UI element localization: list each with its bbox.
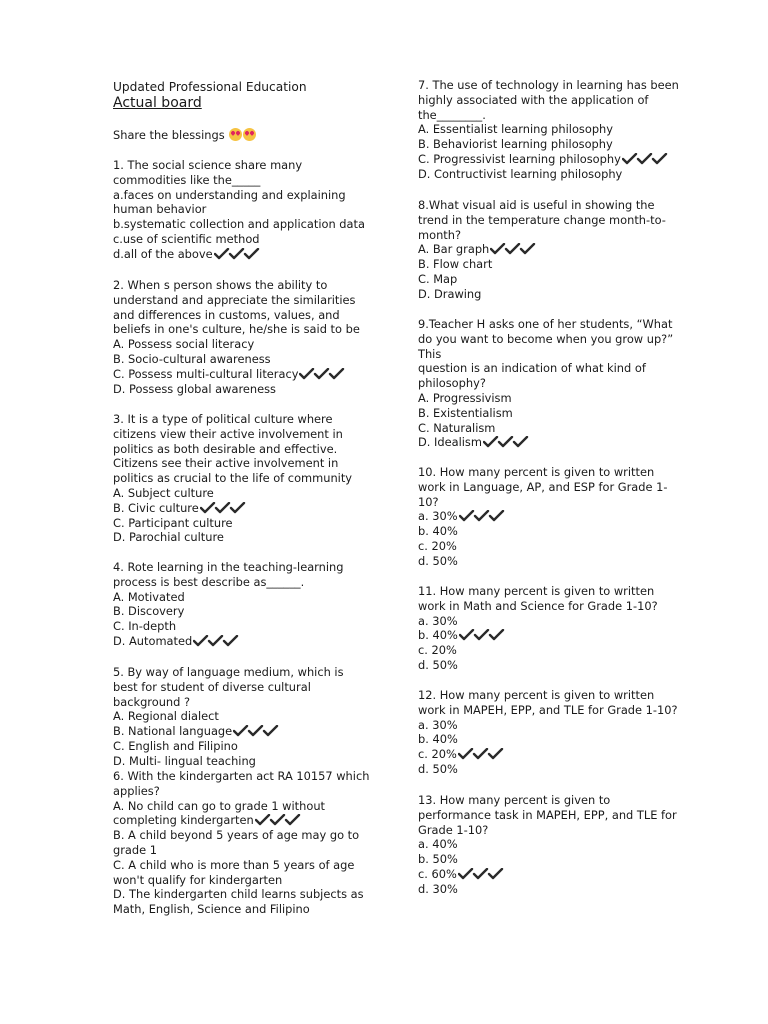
answer-option — [418, 614, 680, 629]
question-stem: 4. Rote learning in the teaching-learning process is best describe as______. — [113, 560, 344, 589]
option-text: b. 40% — [418, 628, 458, 643]
answer-option — [113, 530, 371, 545]
answer-option — [113, 382, 371, 397]
option-text: b. 40% — [418, 732, 458, 747]
answer-option — [113, 337, 371, 352]
answer-option — [418, 509, 680, 524]
option-text: d. 30% — [418, 881, 458, 896]
option-text: A. Motivated — [113, 589, 185, 604]
triple-check-icon — [299, 368, 345, 380]
answer-option — [113, 634, 371, 649]
option-text: c. 60% — [418, 866, 457, 881]
answer-option — [418, 435, 680, 450]
option-text: a. 30% — [418, 717, 458, 732]
option-text: C. A child who is more than 5 years of age won't qualify for kindergarten — [113, 857, 355, 887]
option-text: a.faces on understanding and explaining human behavior — [113, 187, 346, 217]
answer-option — [113, 887, 371, 917]
option-text: D. The kindergarten child learns subjects as Math, English, Science and Filipino — [113, 887, 364, 917]
answer-option — [418, 167, 680, 182]
triple-check-icon — [214, 248, 260, 260]
answer-option — [418, 242, 680, 257]
answer-option — [418, 287, 680, 302]
answer-option — [418, 837, 680, 852]
answer-option — [113, 247, 371, 262]
option-text: D. Parochial culture — [113, 530, 224, 545]
question-stem: 8.What visual aid is useful in showing the trend in the temperature change month-to-month? — [418, 198, 666, 242]
document-title: Updated Professional Education — [113, 80, 307, 94]
answer-option — [113, 604, 371, 619]
answer-option — [418, 122, 680, 137]
answer-option — [113, 724, 371, 739]
option-text: B. Flow chart — [418, 257, 493, 272]
answer-option — [113, 501, 371, 516]
answer-option — [113, 858, 371, 888]
answer-option — [113, 352, 371, 367]
answer-option — [418, 658, 680, 673]
answer-option — [418, 852, 680, 867]
question-stem: 3. It is a type of political culture where citizens view their active involvement in politics as both desirable and effective. Citizens see their active involvement in politics as crucial to the life of community — [113, 412, 353, 486]
question-block — [418, 198, 680, 302]
triple-check-icon — [459, 510, 505, 522]
option-text: c. 20% — [418, 538, 457, 553]
answer-option — [418, 882, 680, 897]
triple-check-icon — [193, 635, 239, 647]
heart-eyes-emoji-icon — [243, 128, 256, 141]
answer-option — [418, 272, 680, 287]
answer-option — [113, 217, 371, 232]
option-text: A. Regional dialect — [113, 709, 219, 724]
answer-option — [113, 188, 371, 218]
answer-option — [113, 799, 371, 829]
answer-option — [418, 257, 680, 272]
question-block — [418, 688, 680, 777]
question-stem: 2. When s person shows the ability to understand and appreciate the similarities and differences in customs, values, and beliefs in one's culture, he/she is said to be — [113, 278, 360, 337]
answer-option — [418, 421, 680, 436]
triple-check-icon — [458, 748, 504, 760]
option-text: a. 30% — [418, 613, 458, 628]
question-stem: 7. The use of technology in learning has been highly associated with the application of the________. — [418, 78, 679, 122]
answer-option — [113, 232, 371, 247]
answer-option — [418, 762, 680, 777]
option-text: b.systematic collection and application data — [113, 217, 365, 232]
answer-option — [113, 486, 371, 501]
answer-option — [418, 643, 680, 658]
question-block — [113, 560, 371, 649]
triple-check-icon — [459, 629, 505, 641]
question-stem: 9.Teacher H asks one of her students, “What do you want to become when you grow up?” This question is an indication of what kind of philosophy? — [418, 317, 674, 391]
option-text: C. Possess multi-cultural literacy — [113, 366, 299, 381]
answer-option — [418, 718, 680, 733]
option-text: D. Automated — [113, 633, 193, 648]
option-text: B. Socio-cultural awareness — [113, 351, 271, 366]
question-stem: 11. How many percent is given to written work in Math and Science for Grade 1-10? — [418, 584, 658, 613]
answer-option — [418, 406, 680, 421]
option-text: a. 30% — [418, 509, 458, 524]
question-block — [418, 78, 680, 182]
answer-option — [418, 554, 680, 569]
answer-option — [418, 152, 680, 167]
option-text: d. 50% — [418, 657, 458, 672]
triple-check-icon — [458, 868, 504, 880]
question-stem: 5. By way of language medium, which is best for student of diverse cultural background ? — [113, 665, 344, 709]
option-text: A. Subject culture — [113, 485, 214, 500]
option-text: B. Civic culture — [113, 500, 199, 515]
answer-option — [113, 828, 371, 858]
question-stem: 10. How many percent is given to written work in Language, AP, and ESP for Grade 1-10? — [418, 465, 668, 509]
option-text: A. Possess social literacy — [113, 337, 255, 352]
option-text: D. Drawing — [418, 286, 482, 301]
answer-option — [113, 516, 371, 531]
option-text: C. English and Filipino — [113, 738, 238, 753]
option-text: D. Multi- lingual teaching — [113, 753, 256, 768]
option-text: A. Bar graph — [418, 242, 490, 257]
option-text: C. Progressivist learning philosophy — [418, 151, 621, 166]
answer-option — [418, 524, 680, 539]
answer-option — [113, 754, 371, 769]
share-text: Share the blessings — [113, 128, 225, 142]
question-block — [418, 465, 680, 569]
question-block — [113, 412, 371, 545]
option-text: B. A child beyond 5 years of age may go to grade 1 — [113, 828, 360, 857]
question-block — [418, 793, 680, 897]
answer-option — [113, 590, 371, 605]
answer-option — [113, 709, 371, 724]
option-text: a. 40% — [418, 837, 458, 852]
answer-option — [418, 539, 680, 554]
triple-check-icon — [490, 243, 536, 255]
option-text: B. Discovery — [113, 604, 185, 619]
answer-option — [113, 619, 371, 634]
question-stem: 1. The social science share many commodities like the_____ — [113, 158, 303, 187]
triple-check-icon — [255, 814, 301, 826]
option-text: A. No child can go to grade 1 without completing kindergarten — [113, 798, 326, 828]
option-text: C. Map — [418, 271, 458, 286]
option-text: C. Naturalism — [418, 420, 496, 435]
triple-check-icon — [233, 725, 279, 737]
share-line — [113, 128, 256, 143]
option-text: A. Progressivism — [418, 390, 512, 405]
option-text: b. 50% — [418, 852, 458, 867]
question-stem: 12. How many percent is given to written work in MAPEH, EPP, and TLE for Grade 1-10? — [418, 688, 678, 717]
option-text: B. National language — [113, 724, 233, 739]
option-text: D. Contructivist learning philosophy — [418, 166, 623, 181]
answer-option — [113, 367, 371, 382]
option-text: c.use of scientific method — [113, 231, 260, 246]
question-block — [113, 158, 371, 262]
triple-check-icon — [200, 502, 246, 514]
answer-option — [418, 867, 680, 882]
option-text: d. 50% — [418, 553, 458, 568]
question-stem: 6. With the kindergarten act RA 10157 which applies? — [113, 769, 370, 798]
question-block — [113, 769, 371, 917]
answer-option — [418, 747, 680, 762]
option-text: c. 20% — [418, 643, 457, 658]
answer-option — [418, 137, 680, 152]
triple-check-icon — [483, 436, 529, 448]
question-block — [113, 665, 371, 769]
option-text: C. Participant culture — [113, 515, 233, 530]
answer-option — [113, 739, 371, 754]
option-text: A. Essentialist learning philosophy — [418, 122, 614, 137]
option-text: B. Existentialism — [418, 405, 513, 420]
document-subtitle: Actual board — [113, 95, 202, 111]
option-text: d.all of the above — [113, 246, 213, 261]
option-text: C. In-depth — [113, 619, 177, 634]
option-text: c. 20% — [418, 747, 457, 762]
answer-option — [418, 732, 680, 747]
question-block — [418, 317, 680, 450]
question-block — [418, 584, 680, 673]
question-block — [113, 278, 371, 396]
option-text: b. 40% — [418, 524, 458, 539]
answer-option — [418, 628, 680, 643]
option-text: D. Idealism — [418, 435, 482, 450]
triple-check-icon — [622, 153, 668, 165]
option-text: d. 50% — [418, 761, 458, 776]
answer-option — [418, 391, 680, 406]
question-stem: 13. How many percent is given to performance task in MAPEH, EPP, and TLE for Grade 1-10? — [418, 793, 677, 837]
heart-eyes-emoji-icon — [229, 128, 242, 141]
option-text: D. Possess global awareness — [113, 381, 276, 396]
option-text: B. Behaviorist learning philosophy — [418, 137, 613, 152]
